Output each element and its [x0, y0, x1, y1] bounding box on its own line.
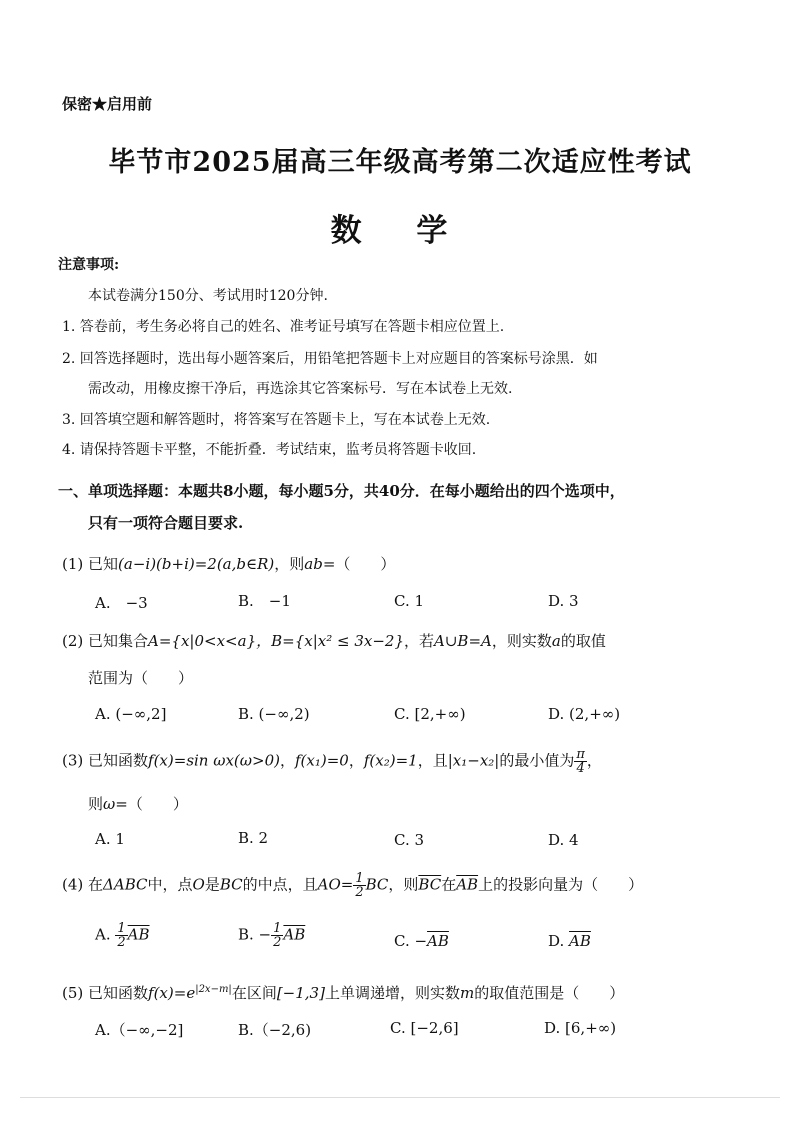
fraction-numerator: π: [576, 747, 585, 762]
q4-text: 在: [441, 875, 457, 894]
q4-vector: $\overline{BC}$: [418, 875, 442, 894]
option-label: D.: [548, 932, 565, 950]
exam-title: 毕节市2025届高三年级高考第二次适应性考试: [108, 147, 692, 178]
q4-formula: BC: [219, 875, 243, 894]
fraction-numerator: 1: [355, 871, 364, 886]
fraction-denominator: 2: [117, 935, 126, 950]
q2-option-d: D. (2,+∞): [548, 705, 621, 723]
q4-option-d: [548, 932, 591, 950]
q4-text: ，则: [388, 875, 419, 894]
q3-formula: f(x₂)=1: [363, 751, 418, 770]
subject-title: 数 学: [330, 213, 470, 249]
q2-option-a: A. (−∞,2]: [95, 705, 167, 723]
question-3-cont: [88, 793, 188, 814]
q1-text: ，则: [274, 555, 305, 573]
q3-option-a: A. 1: [95, 830, 125, 848]
q4-fraction: [353, 872, 365, 899]
q3-formula: ω: [103, 795, 116, 813]
note-item-4: 4. 请保持答题卡平整，不能折叠．考试结束，监考员将答题卡收回.: [62, 442, 477, 458]
notes-intro: 本试卷满分150分、考试用时120分钟.: [88, 288, 328, 304]
q3-formula: f(x₁)=0: [295, 751, 349, 770]
q5-text: (5) 已知函数: [62, 984, 149, 1002]
q1-formula: (a−i)(b+i)=2(a,b∈R): [118, 555, 275, 573]
q5-formula: m: [459, 984, 475, 1002]
q1-option-a: A. −3: [95, 594, 148, 612]
q2-formula: A∪B=A: [434, 632, 492, 650]
q4-option-b: [238, 922, 305, 949]
note-item-2-cont: 需改动，用橡皮擦干净后，再选涂其它答案标号．写在本试卷上无效.: [88, 381, 513, 397]
fraction-denominator: 4: [576, 761, 585, 776]
q4-text: 上的投影向量为（ ）: [478, 875, 644, 894]
q2-text: (2) 已知集合: [62, 632, 149, 650]
q4-formula: AO=: [317, 875, 354, 894]
q4-text: 中，点: [147, 875, 193, 894]
q5-formula: f(x)=e: [148, 984, 196, 1002]
q4-formula: O: [192, 875, 205, 894]
q5-formula: [−1,3]: [276, 984, 325, 1002]
q2-text: ，则实数: [491, 632, 552, 650]
q3-text: 的最小值为: [499, 751, 575, 770]
q3-text: ，: [279, 751, 295, 770]
q1-option-c: C. 1: [394, 592, 425, 610]
q1-option-b: B. −1: [238, 592, 291, 610]
q1-option-d: D. 3: [548, 592, 579, 610]
q4-formula: BC: [365, 875, 389, 894]
fraction-denominator: 2: [355, 885, 364, 900]
note-item-2: 2. 回答选择题时，选出每小题答案后，用铅笔把答题卡上对应题目的答案标号涂黑．如: [62, 351, 598, 367]
notes-heading: 注意事项:: [58, 257, 120, 273]
q3-formula: f(x)=sin ωx(ω>0): [148, 751, 280, 770]
option-vector: $\overline{AB}$: [569, 932, 591, 950]
option-label: A.: [95, 925, 111, 944]
q3-text: (3) 已知函数: [62, 751, 149, 770]
q4-vector: $\overline{AB}$: [456, 875, 479, 894]
q1-text: (1) 已知: [62, 555, 119, 573]
fraction-denominator: 2: [273, 935, 282, 950]
q5-option-c: C. [−2,6]: [390, 1019, 459, 1037]
q4-option-a: [95, 922, 150, 949]
q5-exponent: |2x−m|: [195, 984, 232, 995]
q4-option-c: [394, 932, 449, 950]
page-bottom-divider: [20, 1097, 780, 1098]
q1-text: =（ ）: [322, 555, 396, 573]
q4-text: 是: [204, 875, 220, 894]
section-heading: 一、单项选择题：本题共8小题，每小题5分，共40分．在每小题给出的四个选项中，: [58, 482, 625, 500]
q3-option-c: C. 3: [394, 831, 425, 849]
q3-text: ，且: [417, 751, 448, 770]
q2-option-c: C. [2,+∞): [394, 705, 466, 723]
fraction-numerator: 1: [117, 921, 126, 936]
option-vector: $\overline{AB}$: [427, 932, 449, 950]
fraction-numerator: 1: [273, 921, 282, 936]
note-item-3: 3. 回答填空题和解答题时，将答案写在答题卡上，写在本试卷上无效.: [62, 412, 491, 428]
q3-option-b: B. 2: [238, 829, 269, 847]
q3-formula: |x₁−x₂|: [447, 751, 500, 770]
question-5: [62, 982, 624, 1003]
section-heading-cont: 只有一项符合题目要求.: [88, 514, 244, 532]
q3-text: =（ ）: [115, 795, 188, 813]
q3-text: 则: [88, 795, 104, 813]
q5-option-d: D. [6,+∞): [544, 1019, 617, 1037]
question-4: [62, 872, 643, 899]
q3-text: ，: [586, 751, 602, 770]
q5-text: 上单调递增，则实数: [324, 984, 460, 1002]
q5-option-a: A.（−∞,−2]: [95, 1021, 184, 1039]
q1-formula: ab: [304, 555, 323, 573]
q5-text: 在区间: [231, 984, 277, 1002]
q2-text: ，若: [404, 632, 435, 650]
q3-option-d: D. 4: [548, 831, 579, 849]
q2-formula: a: [551, 632, 561, 650]
question-2-cont: 范围为（ ）: [88, 669, 194, 687]
note-item-1: 1. 答卷前，考生务必将自己的姓名、准考证号填写在答题卡相应位置上.: [62, 319, 505, 335]
q2-option-b: B. (−∞,2): [238, 705, 310, 723]
q2-text: 的取值: [560, 632, 606, 650]
option-label: B. −: [238, 925, 272, 944]
q3-text: ，: [348, 751, 364, 770]
option-label: C. −: [394, 932, 428, 950]
option-vector: $\overline{AB}$: [283, 925, 306, 944]
question-3: [62, 748, 602, 775]
option-vector: $\overline{AB}$: [127, 925, 150, 944]
option-fraction: [271, 922, 283, 949]
q4-text: (4) 在: [62, 875, 104, 894]
q5-option-b: B.（−2,6): [238, 1021, 312, 1039]
q5-text: 的取值范围是（ ）: [474, 984, 625, 1002]
option-fraction: [115, 922, 127, 949]
q2-formula: A={x|0<x<a}，B={x|x² ≤ 3x−2}: [148, 632, 404, 650]
confidential-label: 保密★启用前: [62, 95, 153, 113]
q4-formula: ΔABC: [103, 875, 148, 894]
question-2: [62, 630, 606, 651]
question-1: [62, 553, 395, 574]
q3-fraction: [574, 748, 587, 775]
q4-text: 的中点，且: [242, 875, 318, 894]
